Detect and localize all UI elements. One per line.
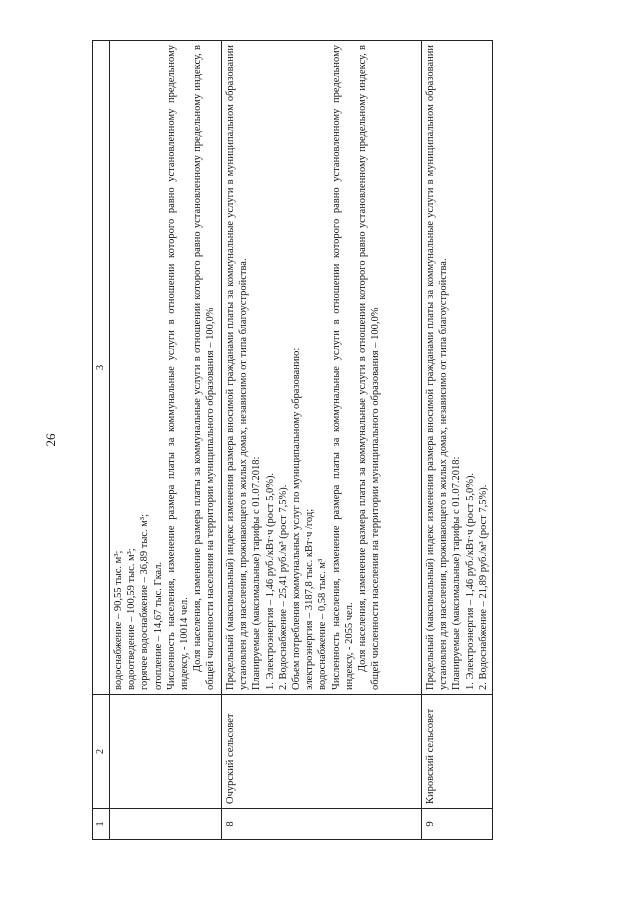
text-line: Объем потребления коммунальных услуг по муниципальному образованию:	[291, 347, 303, 690]
table-row	[110, 41, 222, 840]
row-description	[422, 41, 493, 695]
text-line: 2. Водоснабжение – 21,89 руб./м³ (рост 7,5%).	[477, 484, 489, 690]
text-line: Планируемые (максимальные) тарифы с 01.07.2018:	[251, 456, 263, 690]
text-line: водоотведение – 100,59 тыс. м³;	[126, 548, 138, 690]
municipality-name: Очурский сельсовет	[222, 695, 422, 809]
text-line: горячее водоснабжение – 36,89 тыс. м³;	[139, 514, 151, 690]
text-line: Доля населения, изменение размера платы за коммунальные услуги в отношении которого равно установленному предельному индексу, в общей численности населения на территории муниципального образования – 100,0%	[192, 45, 217, 690]
text-line: водоснабжение – 0,58 тыс. м³	[317, 558, 329, 690]
header-col-3: 3	[93, 41, 110, 695]
row-number	[110, 809, 222, 840]
municipality-name: Кировский сельсовет	[422, 695, 493, 809]
row-description	[110, 41, 222, 695]
table-header-row	[93, 41, 110, 840]
municipality-name	[110, 695, 222, 809]
header-col-2: 2	[93, 695, 110, 809]
text-line: электроэнергия – 3187,8 тыс. кВт·ч /год;	[304, 508, 316, 690]
page-number: 26	[43, 433, 58, 447]
text-line: Предельный (максимальный) индекс изменения размера вносимой гражданами платы за коммунальные услуги в муниципальном образовании установлен для населения, проживающего в жилых домах, независимо от типа благоустройства.	[225, 45, 250, 690]
header-col-1: 1	[93, 809, 110, 840]
text-line: водоснабжение – 90,55 тыс. м³;	[113, 550, 124, 690]
text-line: Планируемые (максимальные) тарифы с 01.07.2018:	[451, 456, 463, 690]
row-description	[222, 41, 422, 695]
landscape-sheet	[92, 40, 532, 840]
table-row	[422, 41, 493, 840]
text-line: Доля населения, изменение размера платы за коммунальные услуги в отношении которого равно установленному предельному индексу, в общей численности населения на территории муниципального образования – 100,0%	[357, 45, 382, 690]
text-line: Численность населения, изменение размера платы за коммунальные услуги в отношении которого равно установленному предельному индексу, - 2055 чел.	[330, 45, 355, 690]
tariff-table	[92, 40, 493, 840]
text-line: отопление – 14,67 тыс. Гкал.	[152, 561, 164, 690]
text-line: 1. Электроэнергия – 1,46 руб./кВт·ч (рост 5,0%).	[464, 472, 476, 690]
row-number: 8	[222, 809, 422, 840]
row-number: 9	[422, 809, 493, 840]
text-line: Численность населения, изменение размера платы за коммунальные услуги в отношении которого равно установленному предельному индексу, - 10014 чел.	[165, 45, 191, 690]
text-line: 1. Электроэнергия – 1,46 руб./кВт·ч (рост 5,0%).	[264, 472, 276, 690]
text-line: Предельный (максимальный) индекс изменения размера вносимой гражданами платы за коммунальные услуги в муниципальном образовании установлен для населения, проживающего в жилых домах, независимо от типа благоустройства.	[425, 45, 450, 690]
text-line: 2. Водоснабжение – 25,41 руб./м³ (рост 7,5%).	[277, 484, 289, 690]
table-row	[222, 41, 422, 840]
